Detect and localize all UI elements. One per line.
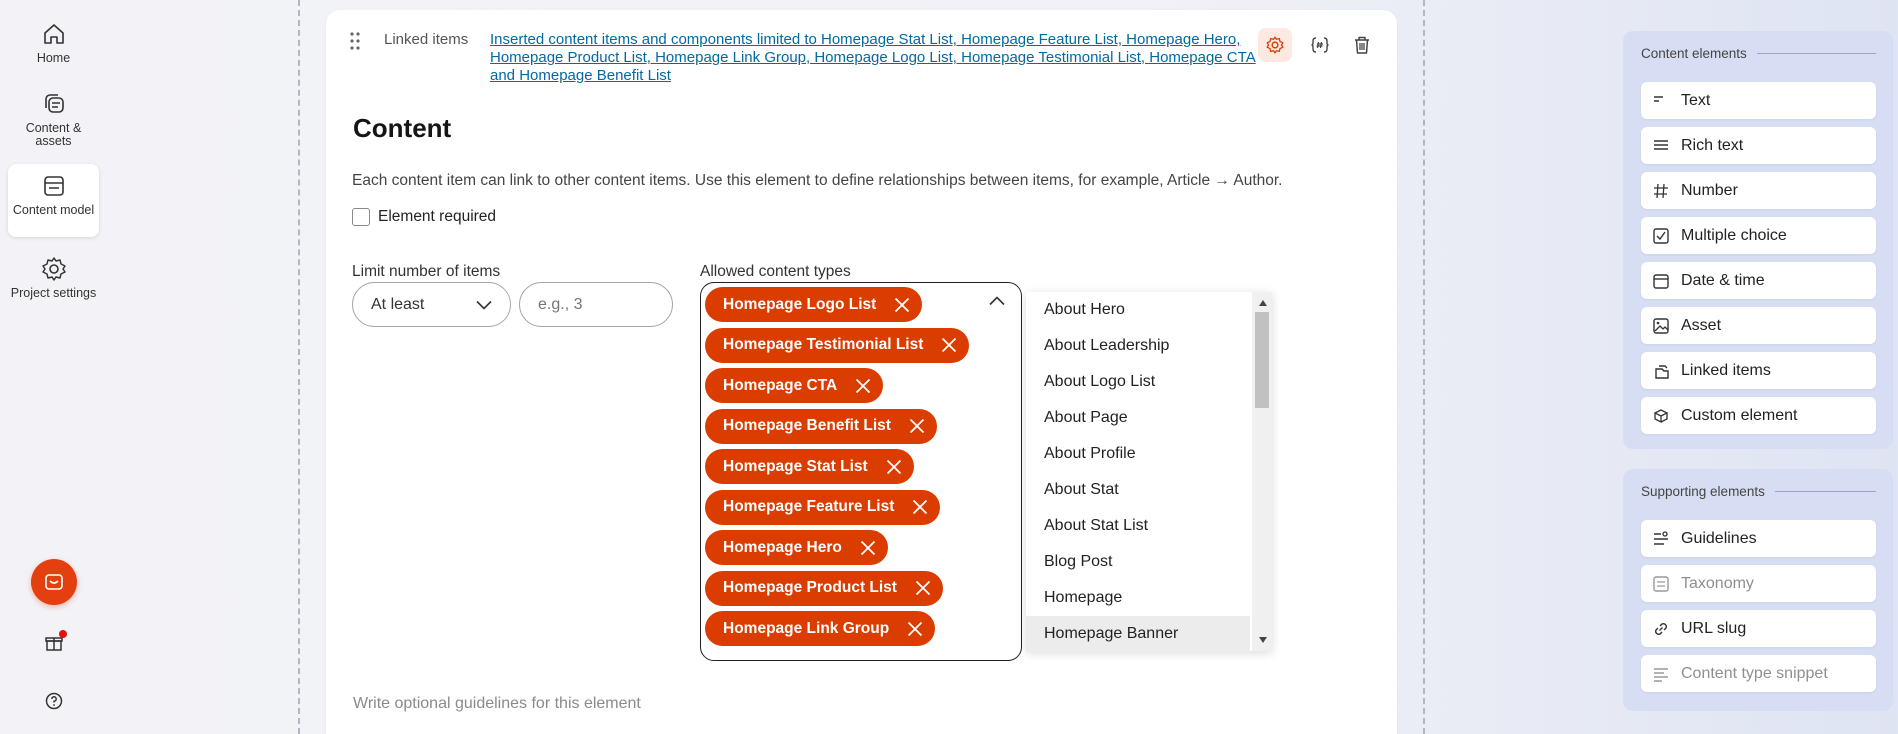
scrollbar-thumb[interactable] <box>1255 312 1269 408</box>
element-summary-link[interactable]: Inserted content items and components limited to Homepage Stat List, Homepage Feature List, Homepage Hero, Homepage Product List, Homepage Link Group, Homepage Logo List, Homepage Testimonial List, Homepage CTA and Homepage Benefit List <box>490 31 1256 84</box>
taxonomy-icon <box>1641 575 1681 593</box>
supporting-elements-title: Supporting elements <box>1641 484 1876 499</box>
content-type-dropdown[interactable] <box>1026 292 1272 651</box>
panel-element-button[interactable] <box>1641 610 1876 647</box>
link-icon <box>1641 620 1681 638</box>
panel-element-button[interactable] <box>1641 307 1876 344</box>
content-elements-panel <box>1623 31 1893 449</box>
allowed-types-label: Allowed content types <box>700 263 851 280</box>
panel-element-button[interactable] <box>1641 352 1876 389</box>
selected-type-tag[interactable] <box>705 611 935 646</box>
nav-home-label: Home <box>36 51 71 65</box>
nav-project-settings-label: Project settings <box>10 286 97 300</box>
tag-label: Homepage Testimonial List <box>723 336 924 353</box>
supporting-elements-panel <box>1623 469 1893 711</box>
dropdown-option[interactable]: About Stat <box>1044 481 1119 498</box>
dropdown-option[interactable]: About Hero <box>1044 301 1125 318</box>
dropdown-option[interactable]: About Profile <box>1044 445 1136 462</box>
help-icon[interactable] <box>45 692 63 710</box>
element-required-checkbox[interactable] <box>352 208 496 226</box>
remove-tag-button[interactable] <box>855 378 871 394</box>
feedback-button[interactable] <box>31 559 77 605</box>
trash-icon <box>1353 35 1371 55</box>
panel-element-button[interactable] <box>1641 397 1876 434</box>
limit-mode-value: At least <box>371 295 425 313</box>
delete-element-button[interactable] <box>1345 28 1379 62</box>
tag-label: Homepage CTA <box>723 376 838 394</box>
image-icon <box>1641 317 1681 335</box>
close-icon[interactable] <box>886 459 902 475</box>
selected-type-tag[interactable] <box>705 328 969 363</box>
scroll-up-icon[interactable] <box>1259 300 1267 306</box>
close-icon[interactable] <box>860 540 876 556</box>
tag-label: Homepage Feature List <box>723 498 895 515</box>
dropdown-option[interactable]: About Logo List <box>1044 373 1156 390</box>
selected-type-tag[interactable] <box>705 287 922 322</box>
dropdown-option[interactable]: About Leadership <box>1044 337 1170 354</box>
panel-element-button[interactable] <box>1641 262 1876 299</box>
panel-element-label: Number <box>1681 181 1738 199</box>
nav-content-model-label: Content model <box>12 203 95 217</box>
close-icon[interactable] <box>915 580 931 596</box>
panel-element-button[interactable] <box>1641 655 1876 692</box>
divider-left <box>298 0 300 734</box>
scroll-down-icon[interactable] <box>1259 637 1267 643</box>
remove-tag-button[interactable] <box>909 418 925 434</box>
guidelines-icon <box>1641 530 1681 548</box>
codename-icon <box>1310 35 1330 55</box>
panel-element-button[interactable] <box>1641 520 1876 557</box>
selected-type-tag[interactable] <box>705 368 883 403</box>
nav-home[interactable] <box>8 12 99 65</box>
dropdown-scrollbar[interactable] <box>1252 292 1272 651</box>
allowed-types-multiselect[interactable] <box>700 282 1022 661</box>
dropdown-options <box>1026 292 1250 652</box>
panel-element-button[interactable] <box>1641 127 1876 164</box>
calendar-icon <box>1641 272 1681 290</box>
limit-items-label: Limit number of items <box>352 263 501 280</box>
tag-label: Homepage Benefit List <box>723 417 891 434</box>
notification-dot <box>59 630 67 638</box>
tag-label: Homepage Link Group <box>723 619 890 637</box>
gear-icon <box>40 255 68 283</box>
rich-text-icon <box>1641 137 1681 155</box>
close-icon[interactable] <box>855 378 871 394</box>
close-icon[interactable] <box>909 418 925 434</box>
selected-type-tag[interactable] <box>705 409 937 444</box>
close-icon[interactable] <box>912 499 928 515</box>
close-icon[interactable] <box>907 621 923 637</box>
panel-element-label: Custom element <box>1681 406 1798 424</box>
left-navigation <box>0 0 106 734</box>
panel-element-label: URL slug <box>1681 619 1747 637</box>
remove-tag-button[interactable] <box>860 540 876 556</box>
panel-element-button[interactable] <box>1641 82 1876 119</box>
element-settings-button[interactable] <box>1258 28 1292 62</box>
panel-element-button[interactable] <box>1641 217 1876 254</box>
chat-icon <box>44 572 64 592</box>
hash-icon <box>1641 182 1681 200</box>
codename-button[interactable] <box>1303 28 1337 62</box>
chevron-up-icon[interactable] <box>989 296 1005 306</box>
guidelines-input[interactable]: Write optional guidelines for this element <box>353 695 641 712</box>
panel-element-label: Taxonomy <box>1681 574 1754 592</box>
drag-handle-icon[interactable] <box>350 32 360 50</box>
panel-element-label: Date & time <box>1681 271 1765 289</box>
remove-tag-button[interactable] <box>915 580 931 596</box>
dropdown-option[interactable]: Homepage <box>1044 589 1123 606</box>
panel-element-label: Multiple choice <box>1681 226 1787 244</box>
checkbox-icon <box>1641 227 1681 245</box>
dropdown-option[interactable]: About Stat List <box>1044 517 1149 534</box>
home-icon <box>40 20 68 48</box>
selected-type-tag[interactable] <box>705 530 888 565</box>
nav-content-assets-label: Content & assets <box>25 121 82 148</box>
snippet-icon <box>1641 665 1681 683</box>
close-icon[interactable] <box>894 297 910 313</box>
linked-items-icon <box>1641 362 1681 380</box>
remove-tag-button[interactable] <box>912 499 928 515</box>
content-assets-icon <box>40 90 68 118</box>
text-icon <box>1641 92 1681 110</box>
selected-type-tag[interactable] <box>705 449 914 484</box>
nav-content-model[interactable] <box>8 164 99 237</box>
panel-element-button[interactable] <box>1641 172 1876 209</box>
panel-element-label: Content type snippet <box>1681 664 1828 682</box>
dropdown-option[interactable]: Homepage Banner <box>1026 616 1250 652</box>
tag-label: Homepage Product List <box>723 579 897 596</box>
remove-tag-button[interactable] <box>894 297 910 313</box>
element-required-label: Element required <box>378 208 497 225</box>
panel-element-label: Guidelines <box>1681 529 1757 547</box>
divider-right <box>1423 0 1425 734</box>
nav-content-assets[interactable] <box>8 82 99 148</box>
tag-label: Homepage Stat List <box>723 457 868 475</box>
panel-element-label: Asset <box>1681 316 1722 334</box>
checkbox-box[interactable] <box>352 208 370 226</box>
panel-element-label: Linked items <box>1681 361 1771 379</box>
element-title[interactable]: Content <box>353 113 452 143</box>
nav-project-settings[interactable] <box>8 247 99 300</box>
panel-element-button[interactable] <box>1641 565 1876 602</box>
panel-element-label: Rich text <box>1681 136 1744 154</box>
remove-tag-button[interactable] <box>941 337 957 353</box>
chevron-down-icon <box>476 300 492 310</box>
selected-type-tag[interactable] <box>705 571 943 606</box>
remove-tag-button[interactable] <box>886 459 902 475</box>
dropdown-option[interactable]: Blog Post <box>1044 553 1113 570</box>
dropdown-option[interactable]: About Page <box>1044 409 1128 426</box>
puzzle-icon <box>1641 407 1681 425</box>
tag-label: Homepage Hero <box>723 538 842 556</box>
panel-element-label: Text <box>1681 91 1711 109</box>
remove-tag-button[interactable] <box>907 621 923 637</box>
limit-count-input[interactable] <box>519 282 673 327</box>
gear-icon <box>1265 35 1285 55</box>
content-model-icon <box>40 172 68 200</box>
selected-type-tag[interactable] <box>705 490 940 525</box>
element-type-label: Linked items <box>384 31 469 48</box>
content-elements-title: Content elements <box>1641 46 1876 61</box>
tag-label: Homepage Logo List <box>723 295 877 313</box>
element-description: Each content item can link to other content items. Use this element to define relationships between items, for example, Article → Author. <box>352 172 1283 189</box>
close-icon[interactable] <box>941 337 957 353</box>
limit-mode-select[interactable] <box>352 282 511 327</box>
